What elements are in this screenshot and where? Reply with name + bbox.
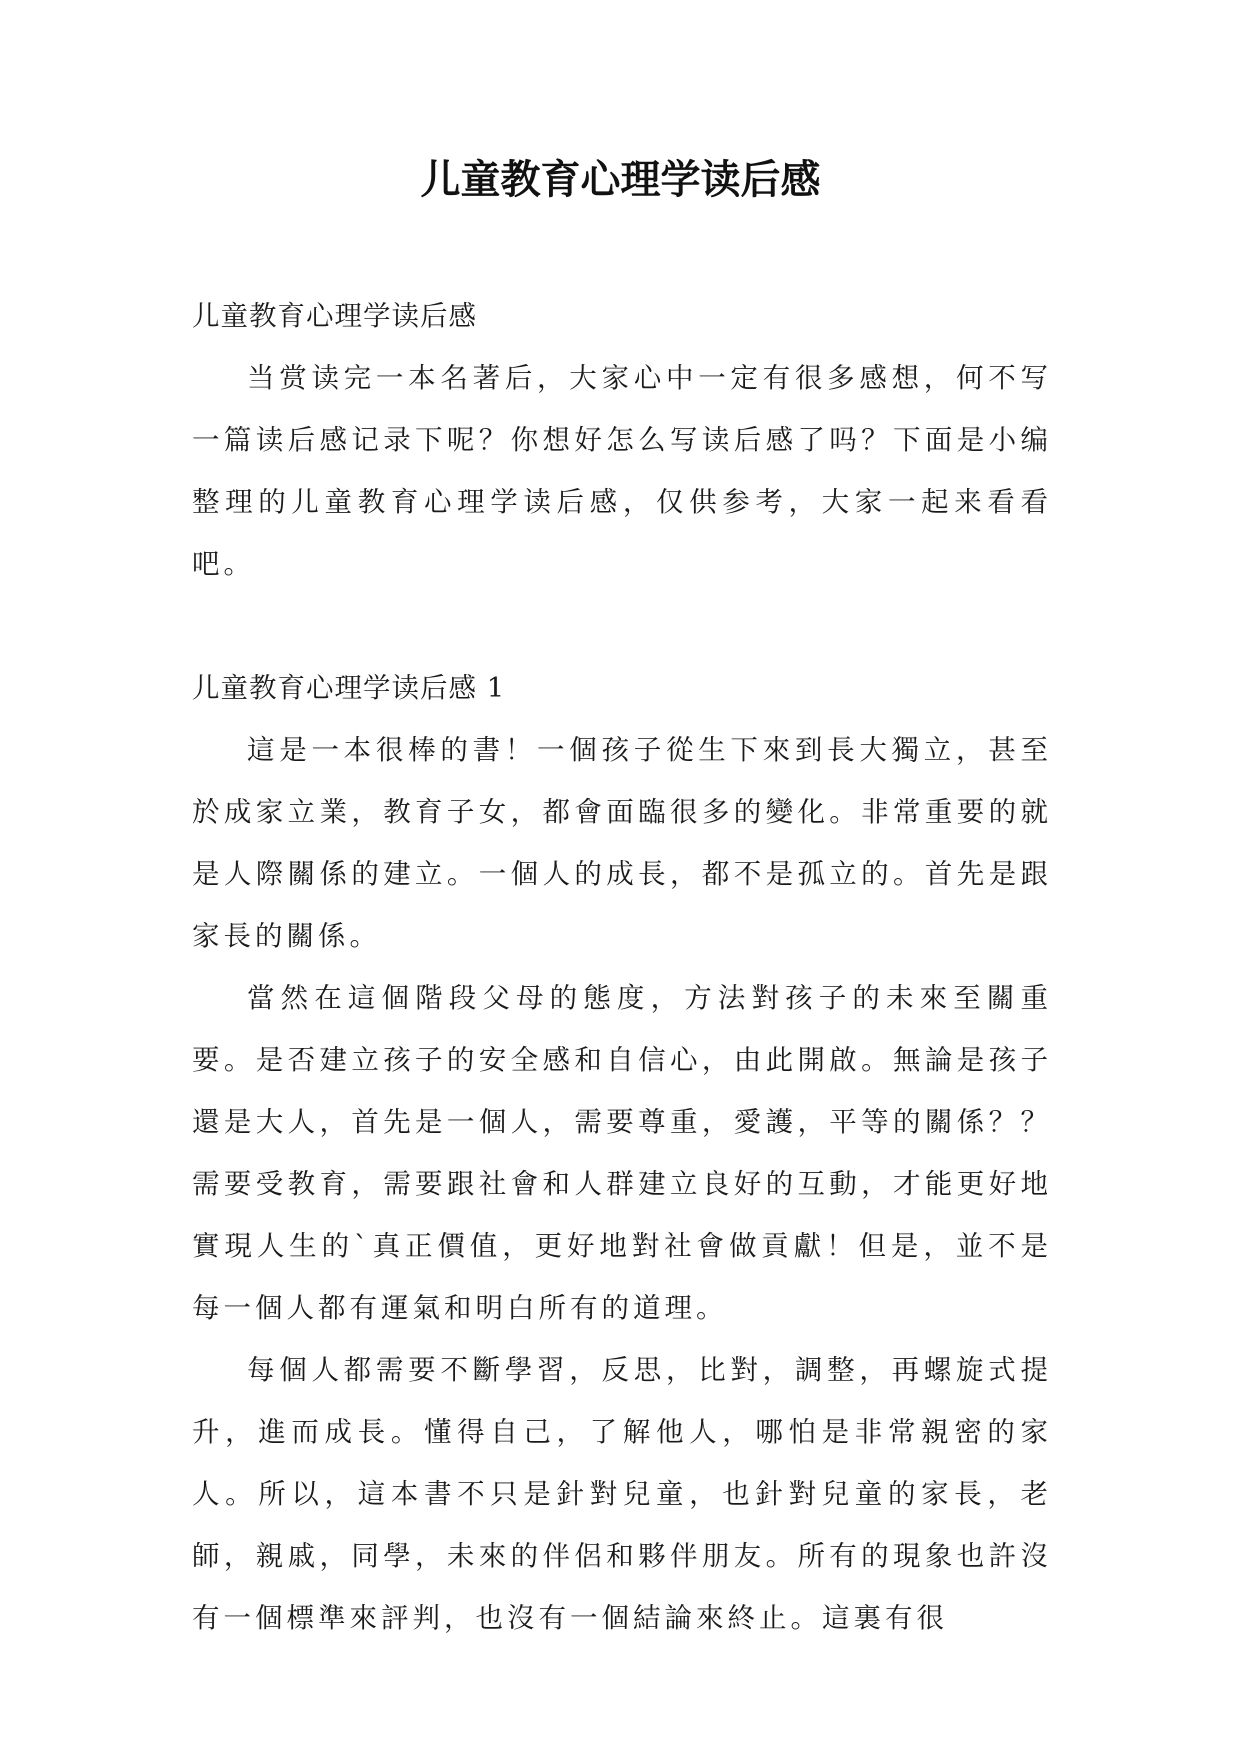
section1-paragraph: 當然在這個階段父母的態度，方法對孩子的未來至關重要。是否建立孩子的安全感和自信心，由此開啟。無論是孩子還是大人，首先是一個人，需要尊重，愛護，平等的關係？？需要受教育，需要跟社會和人群建立良好的互動，才能更好地實現人生的`真正價值，更好地對社會做貢獻！但是，並不是每一個人都有運氣和明白所有的道理。 <box>192 982 1052 1324</box>
document-body <box>192 285 1052 1649</box>
section1-paragraph: 每個人都需要不斷學習，反思，比對，調整，再螺旋式提升，進而成長。懂得自己，了解他人，哪怕是非常親密的家人。所以，這本書不只是針對兒童，也針對兒童的家長，老師，親戚，同學，未來的伴侶和夥伴朋友。所有的現象也許沒有一個標準來評判，也沒有一個結論來終止。這裏有很 <box>192 1354 1052 1634</box>
intro-paragraph: 当赏读完一本名著后，大家心中一定有很多感想，何不写一篇读后感记录下呢？你想好怎么写读后感了吗？下面是小编整理的儿童教育心理学读后感，仅供参考，大家一起来看看吧。 <box>192 362 1052 580</box>
intro-heading: 儿童教育心理学读后感 <box>192 300 477 332</box>
section1-heading: 儿童教育心理学读后感 1 <box>192 672 506 704</box>
document-title: 儿童教育心理学读后感 <box>420 157 821 203</box>
section1-paragraph: 這是一本很棒的書！一個孩子從生下來到長大獨立，甚至於成家立業，教育子女，都會面臨很多的變化。非常重要的就是人際關係的建立。一個人的成長，都不是孤立的。首先是跟家長的關係。 <box>192 734 1052 952</box>
section-spacer <box>192 595 1052 657</box>
